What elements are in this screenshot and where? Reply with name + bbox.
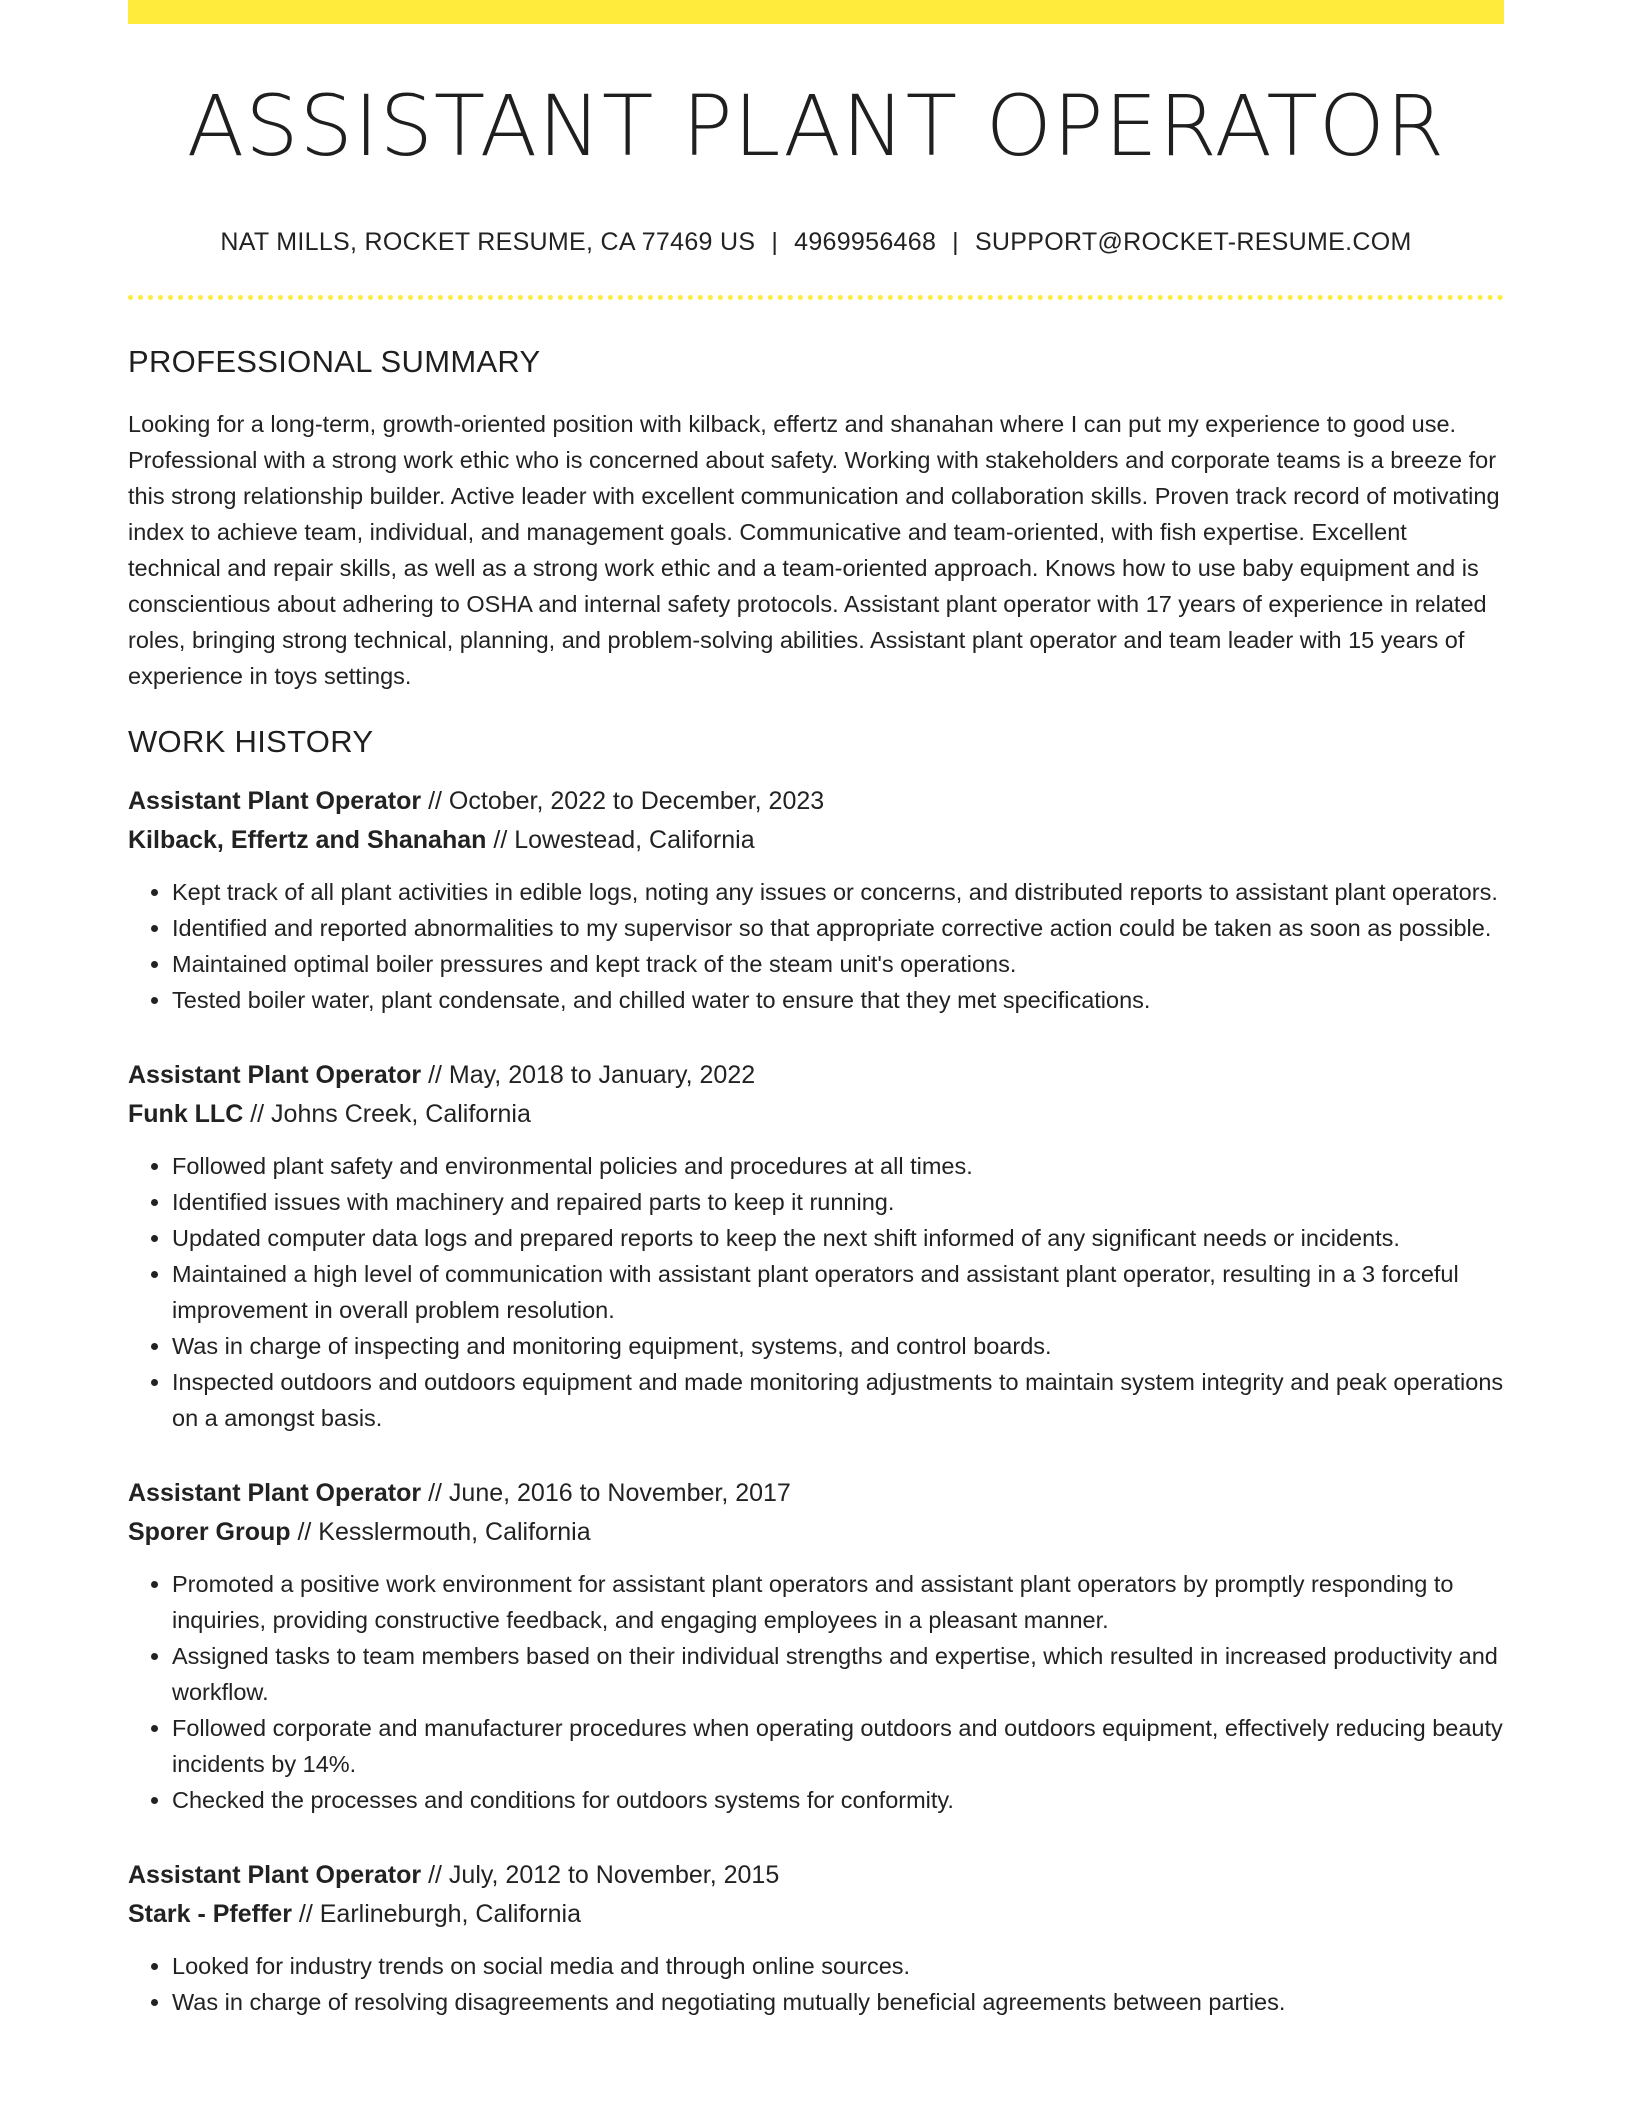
list-item: • Promoted a positive work environment for assistant plant operators and assistant plant operators by promptly responding to inquiries, providing constructive feedback, and engaging employees in a pleasant manner.: [172, 1566, 1504, 1638]
job-dates: // June, 2016 to November, 2017: [421, 1479, 791, 1508]
job-entry: [128, 1856, 1504, 2020]
job-bullets: [128, 1948, 1504, 2020]
list-item: • Was in charge of resolving disagreements and negotiating mutually beneficial agreements between parties.: [172, 1984, 1504, 2020]
job-title: Assistant Plant Operator: [128, 1861, 422, 1890]
list-item: • Updated computer data logs and prepared reports to keep the next shift informed of any significant needs or incidents.: [172, 1220, 1504, 1256]
list-item: • Identified and reported abnormalities to my supervisor so that appropriate corrective action could be taken as soon as possible.: [172, 910, 1504, 946]
job-title-line: [128, 782, 1504, 821]
list-item: • Kept track of all plant activities in edible logs, noting any issues or concerns, and distributed reports to assistant plant operators.: [172, 874, 1504, 910]
job-location: // Kesslermouth, California: [290, 1518, 591, 1547]
job-bullets: [128, 1148, 1504, 1436]
job-title: Assistant Plant Operator: [128, 787, 422, 816]
contact-address: NAT MILLS, ROCKET RESUME, CA 77469 US: [220, 228, 756, 257]
job-bullets: [128, 874, 1504, 1018]
job-title-line: [128, 1056, 1504, 1095]
job-dates: // October, 2022 to December, 2023: [421, 787, 825, 816]
list-item: • Maintained a high level of communication with assistant plant operators and assistant plant operator, resulting in a 3 forceful improvement in overall problem resolution.: [172, 1256, 1504, 1328]
contact-phone: 4969956468: [794, 228, 937, 257]
job-company-line: [128, 1895, 1504, 1934]
list-item: • Was in charge of inspecting and monitoring equipment, systems, and control boards.: [172, 1328, 1504, 1364]
dotted-divider: [128, 295, 1504, 300]
job-dates: // July, 2012 to November, 2015: [421, 1861, 780, 1890]
job-company-line: [128, 1513, 1504, 1552]
contact-separator: |: [952, 228, 959, 257]
list-item: • Checked the processes and conditions for outdoors systems for conformity.: [172, 1782, 1504, 1818]
job-company: Funk LLC: [128, 1100, 244, 1129]
job-location: // Earlineburgh, California: [291, 1900, 581, 1929]
list-item: • Maintained optimal boiler pressures and kept track of the steam unit's operations.: [172, 946, 1504, 982]
list-item: • Looked for industry trends on social media and through online sources.: [172, 1948, 1504, 1984]
list-item: • Followed corporate and manufacturer procedures when operating outdoors and outdoors equipment, effectively reducing beauty incidents by 14%.: [172, 1710, 1504, 1782]
job-bullets: [128, 1566, 1504, 1818]
resume-page: [128, 0, 1504, 2020]
summary-heading: PROFESSIONAL SUMMARY: [128, 344, 541, 380]
job-location: // Johns Creek, California: [243, 1100, 531, 1129]
job-company-line: [128, 821, 1504, 860]
job-dates: // May, 2018 to January, 2022: [421, 1061, 756, 1090]
accent-bar: [128, 0, 1504, 24]
list-item: • Identified issues with machinery and repaired parts to keep it running.: [172, 1184, 1504, 1220]
list-item: • Inspected outdoors and outdoors equipment and made monitoring adjustments to maintain system integrity and peak operations on a amongst basis.: [172, 1364, 1504, 1436]
job-entry: [128, 782, 1504, 1018]
job-title-line: [128, 1474, 1504, 1513]
contact-email: SUPPORT@ROCKET-RESUME.COM: [974, 228, 1412, 257]
job-title: Assistant Plant Operator: [128, 1061, 422, 1090]
job-title: Assistant Plant Operator: [128, 1479, 422, 1508]
contact-line: [128, 228, 1504, 257]
job-location: // Lowestead, California: [486, 826, 755, 855]
job-title-line: [128, 1856, 1504, 1895]
job-entry: [128, 1474, 1504, 1818]
work-history-heading: WORK HISTORY: [128, 724, 374, 760]
job-entry: [128, 1056, 1504, 1436]
list-item: • Followed plant safety and environmental policies and procedures at all times.: [172, 1148, 1504, 1184]
job-company: Stark - Pfeffer: [128, 1900, 292, 1929]
job-company-line: [128, 1095, 1504, 1134]
contact-separator: |: [771, 228, 779, 257]
job-company: Kilback, Effertz and Shanahan: [128, 826, 487, 855]
summary-text: Looking for a long-term, growth-oriented position with kilback, effertz and shanahan where I can put my experience to good use. Professional with a strong work ethic who is concerned about safety. Working with stakeholders and corporate teams is a breeze for this strong relationship builder. Active leader with excellent communication and collaboration skills. Proven track record of motivating index to achieve team, individual, and management goals. Communicative and team-oriented, with fish expertise. Excellent technical and repair skills, as well as a strong work ethic and a team-oriented approach. Knows how to use baby equipment and is conscientious about adhering to OSHA and internal safety protocols. Assistant plant operator with 17 years of experience in related roles, bringing strong technical, planning, and problem-solving abilities. Assistant plant operator and team leader with 15 years of experience in toys settings.: [128, 411, 1500, 690]
job-company: Sporer Group: [128, 1518, 291, 1547]
list-item: • Tested boiler water, plant condensate, and chilled water to ensure that they met specifications.: [172, 982, 1504, 1018]
resume-title: ASSISTANT PLANT OPERATOR: [186, 77, 1446, 175]
list-item: • Assigned tasks to team members based on their individual strengths and expertise, which resulted in increased productivity and workflow.: [172, 1638, 1504, 1710]
